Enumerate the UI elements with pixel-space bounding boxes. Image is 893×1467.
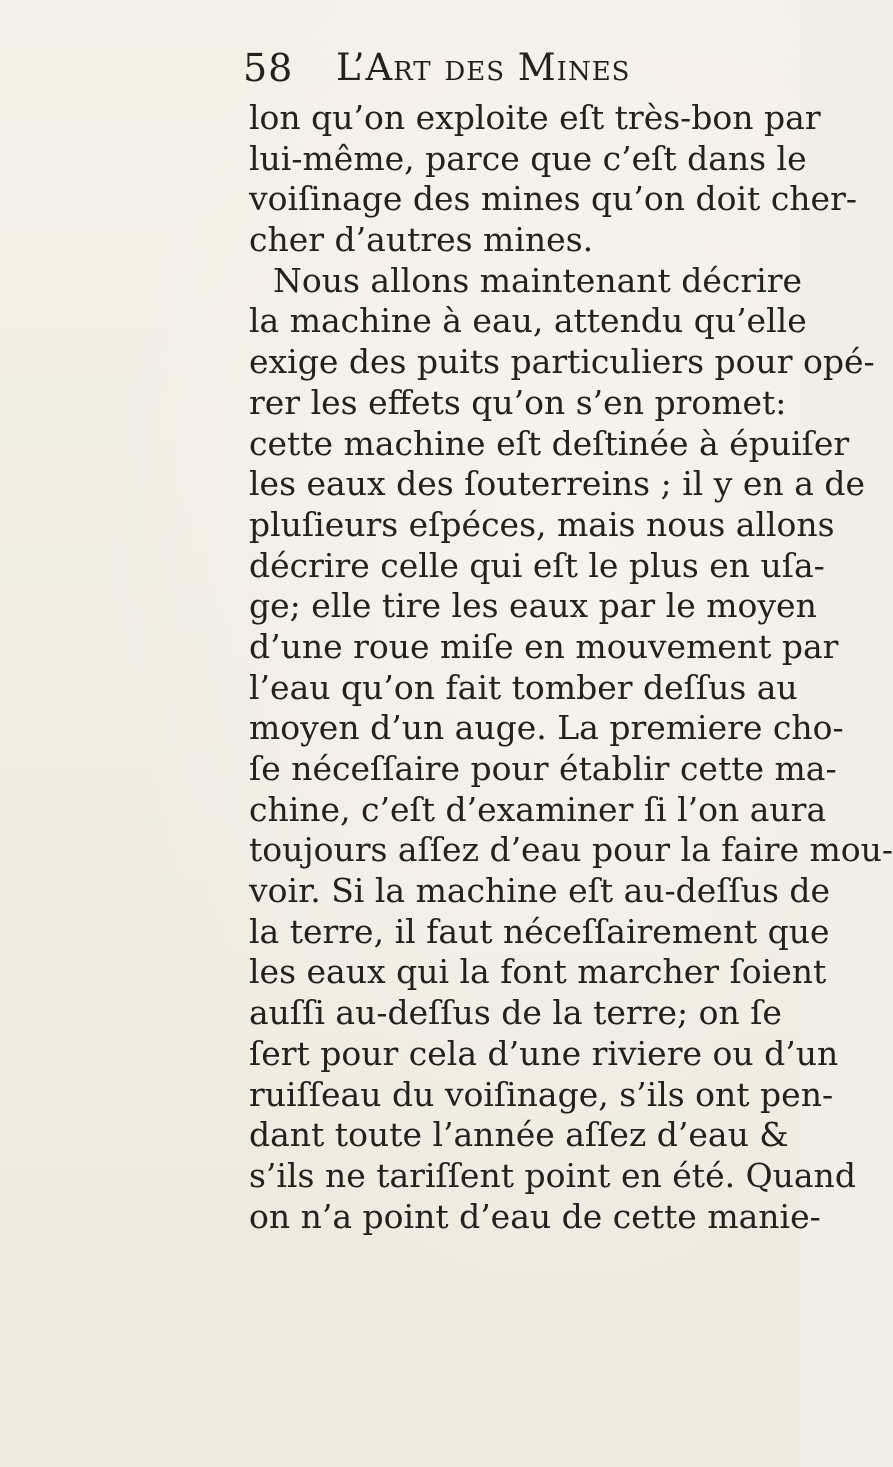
text-line: ſe néceſſaire pour établir cette ma- xyxy=(249,749,837,788)
text-line: toujours aſſez d’eau pour la faire mou- xyxy=(249,830,893,870)
text-line: ruiſſeau du voiſinage, s’ils ont pen- xyxy=(249,1074,834,1114)
page-number: 58 xyxy=(243,46,294,90)
text-line: lon qu’on exploite eſt très-bon par xyxy=(249,98,821,137)
page-header xyxy=(0,40,800,100)
text-line: moyen d’un auge. La premiere cho- xyxy=(249,708,844,748)
text-line: ge; elle tire les eaux par le moyen xyxy=(249,586,817,626)
text-line: la terre, il faut néceſſairement que xyxy=(249,911,830,951)
text-line: les eaux qui la font marcher ſoient xyxy=(249,952,827,992)
text-line: on n’a point d’eau de cette manie- xyxy=(249,1196,821,1236)
text-line: cher d’autres mines. xyxy=(249,220,594,260)
text-line: ſert pour cela d’une riviere ou d’un xyxy=(249,1033,839,1073)
text-line: voiſinage des mines qu’on doit cher- xyxy=(249,179,858,219)
text-line: les eaux des ſouterreins ; il y en a de xyxy=(249,464,866,504)
text-line: rer les effets qu’on s’en promet: xyxy=(249,382,787,422)
text-line: d’une roue miſe en mouvement par xyxy=(249,626,839,666)
text-line: l’eau qu’on fait tomber deſſus au xyxy=(249,667,798,707)
body-text xyxy=(249,98,893,1237)
text-line: la machine à eau, attendu qu’elle xyxy=(249,301,807,341)
text-line: exige des puits particuliers pour opé- xyxy=(249,342,875,382)
text-line: pluſieurs eſpéces, mais nous allons xyxy=(249,504,835,544)
text-line: voir. Si la machine eſt au-deſſus de xyxy=(249,871,831,911)
text-line: s’ils ne tariſſent point en été. Quand xyxy=(249,1155,856,1195)
text-line: chine, c’eſt d’examiner ſi l’on aura xyxy=(249,789,827,829)
text-line: lui-même, parce que c’eſt dans le xyxy=(249,138,807,178)
text-line: décrire celle qui eſt le plus en uſa- xyxy=(249,545,825,585)
text-line: cette machine eſt deſtinée à épuiſer xyxy=(249,423,850,463)
running-title: L’Art des Mines xyxy=(336,46,631,89)
text-line: dant toute l’année aſſez d’eau & xyxy=(249,1115,789,1155)
text-line: auſſi au-deſſus de la terre; on ſe xyxy=(249,993,782,1033)
text-line: Nous allons maintenant décrire xyxy=(273,260,803,300)
